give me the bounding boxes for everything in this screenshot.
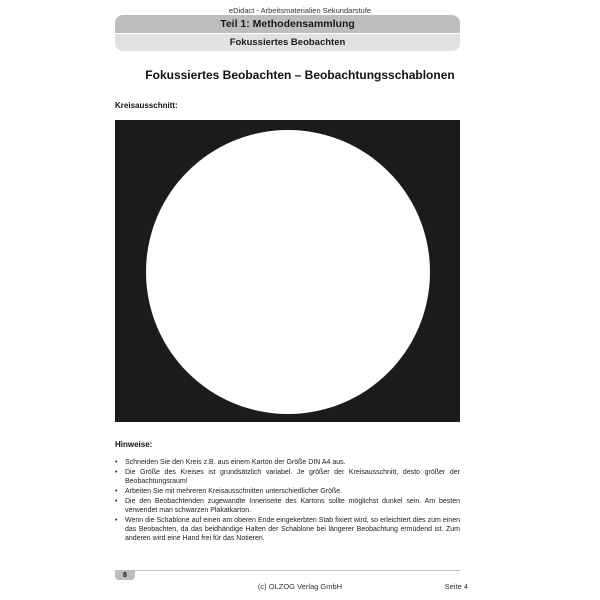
- page-number-tab: 8: [115, 571, 135, 580]
- footer-publisher: (c) OLZOG Verlag GmbH: [257, 582, 343, 591]
- banner-subtitle: Fokussiertes Beobachten: [115, 34, 460, 51]
- page-title: Fokussiertes Beobachten – Beobachtungsschablonen: [145, 68, 455, 82]
- notes-section-label: Hinweise:: [115, 440, 153, 449]
- circle-template-frame: [115, 120, 460, 422]
- list-item: [115, 458, 460, 467]
- note-text: Schneiden Sie den Kreis z.B. aus einem Karton der Größe DIN A4 aus.: [125, 459, 346, 466]
- footer-page-label: Seite 4: [444, 582, 468, 591]
- note-text: Wenn die Schablone auf einen am oberen Ende eingekerbten Stab fixiert wird, so erleichtert dies zum einen das Beobachten, da das beidhändige Halten der Schablone bei längerer Beobachtung ermüdend ist. Zum anderen wird eine Hand frei für das Notieren.: [125, 517, 460, 542]
- note-text: Die Größe des Kreises ist grundsätzlich variabel. Je größer der Kreisausschnitt, desto größer der Beobachtungsraum!: [125, 469, 460, 485]
- note-text: Die den Beobachtenden zugewandte Innenseite des Kartons sollte möglichst dunkel sein. Am besten verwendet man schwarzen Plakatkarton.: [125, 498, 460, 514]
- list-item: [115, 468, 460, 486]
- bullet-icon: •: [115, 488, 118, 495]
- bullet-icon: •: [115, 459, 118, 466]
- circle-cutout: [146, 130, 430, 414]
- note-text: Arbeiten Sie mit mehreren Kreisausschnitten unterschiedlicher Größe.: [125, 488, 343, 495]
- bullet-icon: •: [115, 469, 118, 476]
- header-top-line: eDidact - Arbeitsmaterialien Sekundarstufe: [228, 6, 372, 15]
- bullet-icon: •: [115, 517, 118, 524]
- circle-section-label: Kreisausschnitt:: [115, 101, 178, 110]
- list-item: [115, 497, 460, 515]
- notes-list: [115, 458, 460, 544]
- list-item: [115, 487, 460, 496]
- footer-divider: [115, 570, 460, 571]
- bullet-icon: •: [115, 498, 118, 505]
- list-item: [115, 516, 460, 543]
- banner-title: Teil 1: Methodensammlung: [115, 15, 460, 33]
